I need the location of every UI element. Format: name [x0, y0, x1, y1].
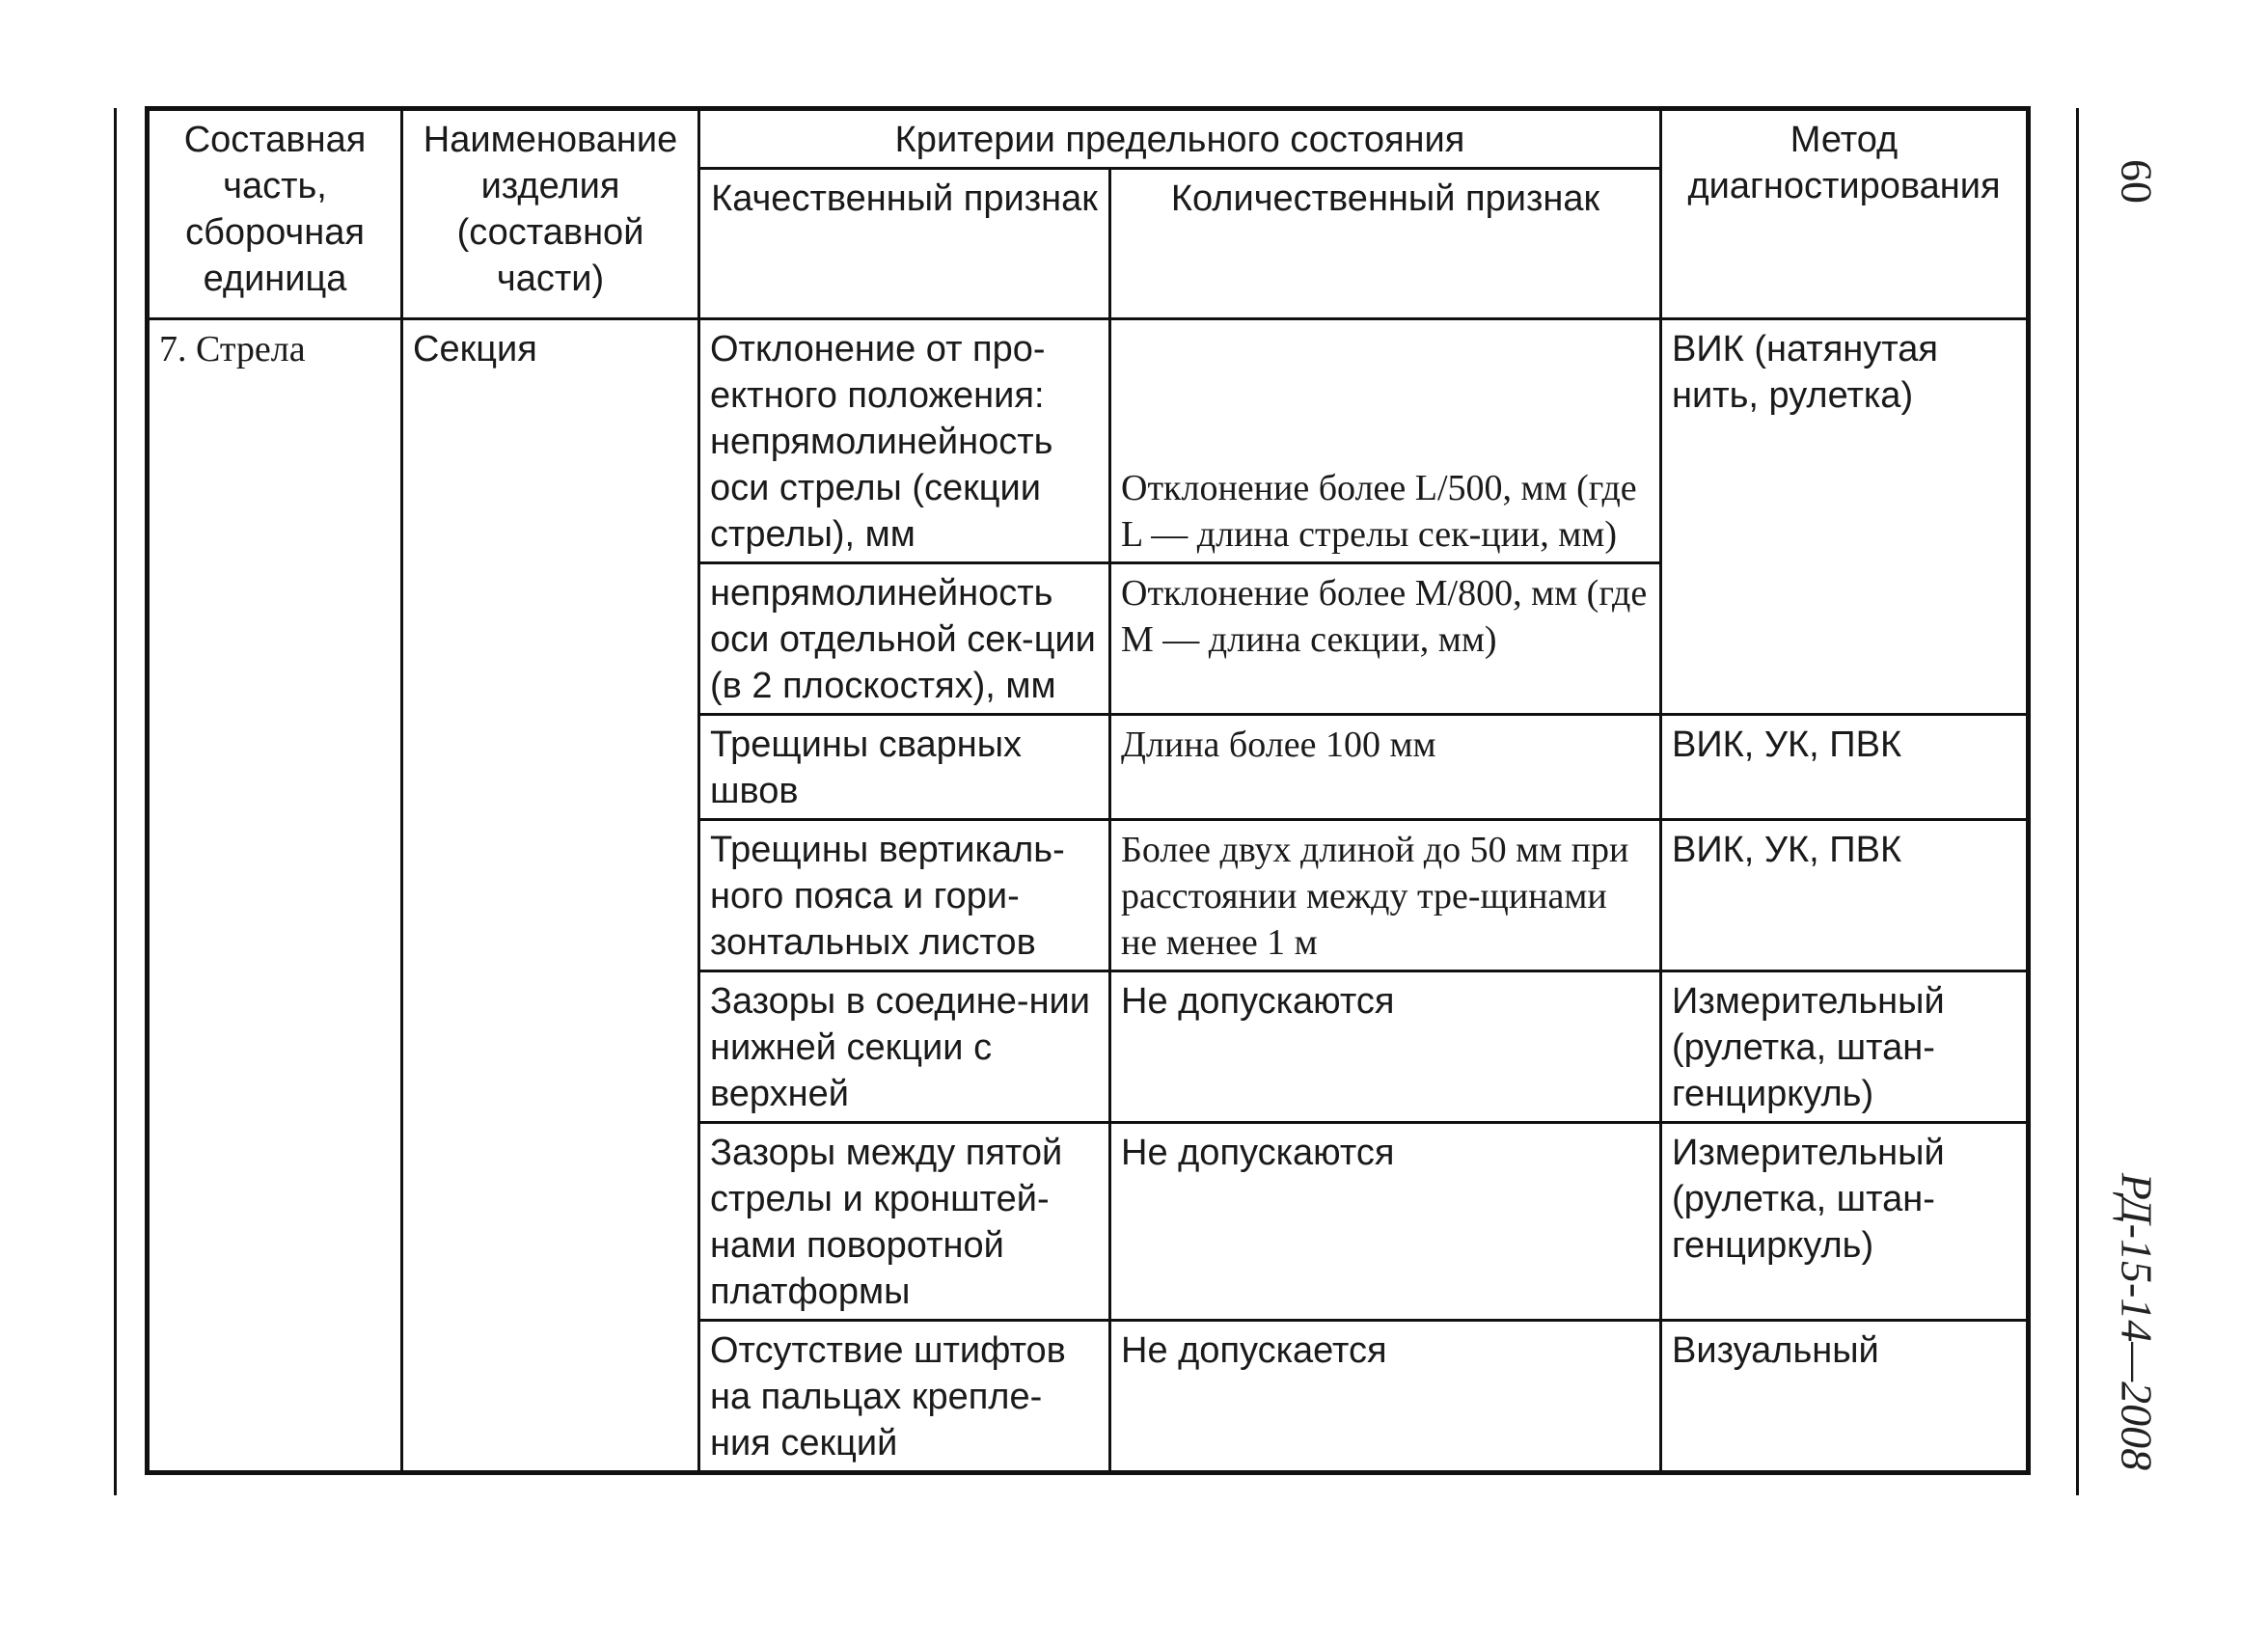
table-row [148, 319, 2029, 563]
quantitative-cell: Отклонение более M/800, мм (где M — длина секции, мм) [1110, 563, 1661, 715]
quantitative-cell: Не допускается [1110, 1321, 1661, 1473]
part-cell: 7. Стрела [148, 319, 402, 1473]
header-quantitative: Количественный признак [1110, 169, 1661, 319]
header-qualitative: Качественный признак [699, 169, 1110, 319]
quantitative-cell: Более двух длиной до 50 мм при расстоянии между тре-щинами не менее 1 м [1110, 820, 1661, 971]
header-criteria-group: Критерии предельного состояния [699, 109, 1661, 169]
item-cell: Секция [402, 319, 699, 1473]
qualitative-cell: Отсутствие штифтов на пальцах крепле-ния секций [699, 1321, 1110, 1473]
qualitative-cell: Трещины вертикаль-ного пояса и гори-зонтальных листов [699, 820, 1110, 971]
qualitative-cell: Зазоры в соедине-нии нижней секции с верхней [699, 971, 1110, 1123]
criteria-table [145, 106, 2031, 1475]
header-row-1 [148, 109, 2029, 169]
method-cell: Измерительный (рулетка, штан-генциркуль) [1661, 1123, 2029, 1321]
method-cell: Измерительный (рулетка, штан-генциркуль) [1661, 971, 2029, 1123]
document-code: РД-15-14—2008 [2112, 1172, 2162, 1471]
header-method: Метод диагностирования [1661, 109, 2029, 319]
quantitative-cell: Не допускаются [1110, 971, 1661, 1123]
quantitative-cell: Длина более 100 мм [1110, 715, 1661, 820]
quantitative-cell: Не допускаются [1110, 1123, 1661, 1321]
method-cell: ВИК (натянутая нить, рулетка) [1661, 319, 2029, 715]
quantitative-cell: Отклонение более L/500, мм (где L — длина стрелы сек-ции, мм) [1110, 319, 1661, 563]
qualitative-cell: Трещины сварных швов [699, 715, 1110, 820]
qualitative-cell: непрямолинейность оси отдельной сек-ции (в 2 плоскостях), мм [699, 563, 1110, 715]
header-part: Составная часть, сборочная единица [148, 109, 402, 319]
page-number: 60 [2112, 159, 2162, 204]
qualitative-cell: Отклонение от про-ектного положения: непрямолинейность оси стрелы (секции стрелы), мм [699, 319, 1110, 563]
right-margin-rule [2076, 108, 2079, 1495]
header-item-name: Наименование изделия (составной части) [402, 109, 699, 319]
qualitative-cell: Зазоры между пятой стрелы и кронштей-нами поворотной платформы [699, 1123, 1110, 1321]
method-cell: ВИК, УК, ПВК [1661, 820, 2029, 971]
method-cell: Визуальный [1661, 1321, 2029, 1473]
method-cell: ВИК, УК, ПВК [1661, 715, 2029, 820]
left-margin-rule [114, 108, 117, 1495]
